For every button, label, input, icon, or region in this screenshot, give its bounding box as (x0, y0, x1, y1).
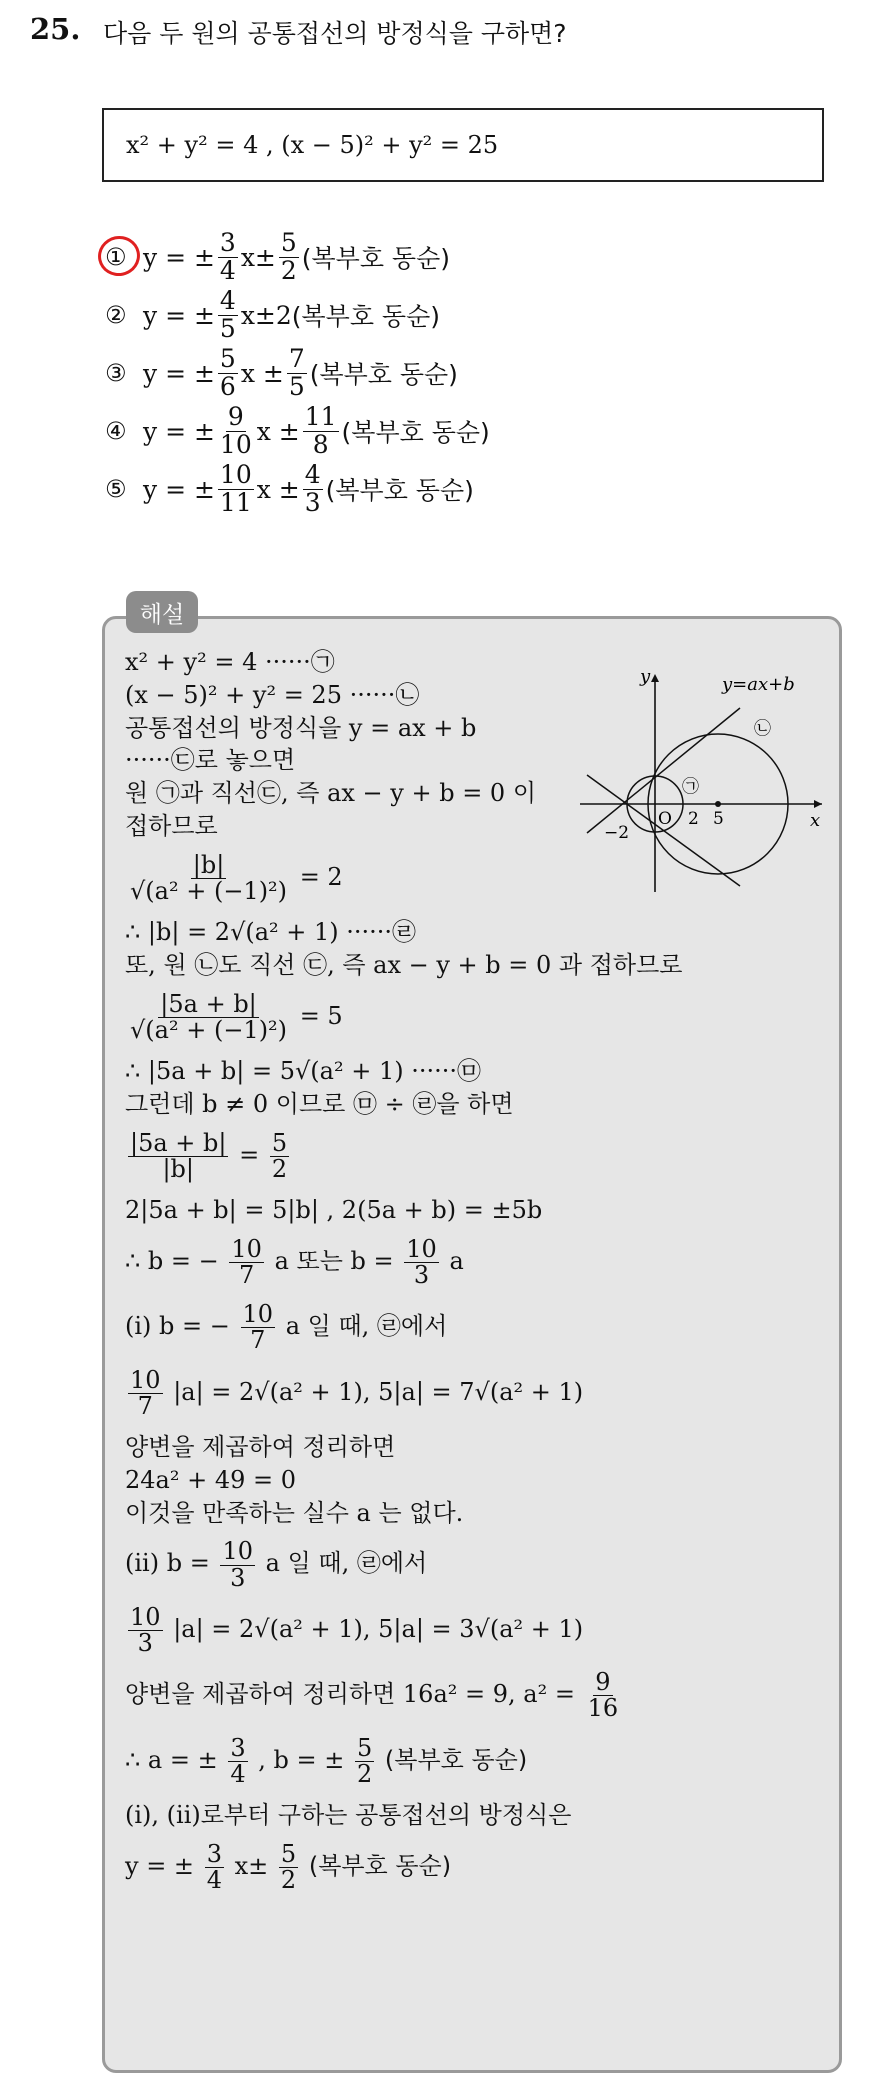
case-ii-header (125, 1539, 685, 1590)
text-part: a 일 때, ㉣에서 (285, 1312, 448, 1341)
text-part: |a| = 2√(a² + 1), 5|a| = 7√(a² + 1) (173, 1377, 584, 1406)
denominator: 6 (219, 371, 236, 401)
solution-line: ∴ |5a + b| = 5√(a² + 1) ······㉤ (125, 1057, 482, 1086)
tick-2-label: 2 (688, 809, 699, 829)
fraction (279, 230, 299, 284)
numerator: 5 (219, 344, 236, 374)
denominator: 2 (357, 1759, 373, 1788)
choice-tail: (복부호 동순) (291, 302, 440, 331)
solution-line: (x − 5)² + y² = 25 ······㉡ (125, 680, 420, 709)
denominator: 7 (239, 1261, 255, 1290)
fraction (218, 404, 254, 458)
x-axis-label: x (810, 810, 821, 831)
denominator: 4 (206, 1865, 222, 1894)
text-part: x± (234, 1851, 269, 1880)
denominator: 3 (230, 1563, 246, 1592)
choice-mid: x ± (256, 416, 300, 446)
y-axis-label: y (640, 666, 651, 687)
case-ii-equation (125, 1602, 685, 1657)
tick-5-label: 5 (713, 809, 724, 829)
fraction (303, 462, 323, 516)
center-point (715, 801, 721, 807)
choice-4[interactable] (105, 402, 490, 460)
text-part: ∴ a = ± (125, 1745, 218, 1774)
numerator: 4 (219, 286, 236, 316)
equation-rhs: = 5 (299, 1001, 343, 1030)
text-part: ∴ b = − (125, 1247, 219, 1276)
solution-line: (i), (ii)로부터 구하는 공통접선의 방정식은 (125, 1800, 572, 1829)
denominator: |b| (162, 1154, 195, 1183)
fraction (228, 1733, 247, 1788)
numerator: 10 (406, 1234, 437, 1263)
fraction (404, 1234, 439, 1290)
fraction (128, 989, 289, 1044)
numerator: |5a + b| (130, 1128, 227, 1157)
solution-line: 양변을 제곱하여 정리하면 (125, 1433, 396, 1462)
choice-mid: x±2 (240, 300, 292, 330)
numerator: |b| (192, 850, 225, 879)
numerator: 7 (288, 344, 305, 374)
numerator: |5a + b| (160, 989, 257, 1018)
choice-number: ① (105, 243, 127, 271)
numerator: 9 (595, 1668, 611, 1697)
numerator: 4 (304, 460, 321, 490)
denominator: 8 (312, 429, 329, 459)
x-axis-arrow (814, 800, 822, 808)
fraction (128, 1128, 228, 1183)
numerator: 10 (242, 1300, 274, 1329)
denominator: 16 (587, 1694, 619, 1723)
circle-1-label: ㉠ (682, 777, 699, 797)
case-i-equation (125, 1365, 685, 1420)
solution-line: 24a² + 49 = 0 (125, 1465, 297, 1494)
denominator: 4 (219, 255, 236, 285)
tangent-graph (572, 660, 828, 910)
solution-line: 이것을 만족하는 실수 a 는 없다. (125, 1498, 464, 1527)
fraction (229, 1234, 264, 1290)
given-equations: x² + y² = 4 , (x − 5)² + y² = 25 (126, 131, 499, 159)
fraction (220, 1539, 255, 1590)
solution-badge: 해설 (126, 591, 198, 633)
solution-line: 원 ㉠과 직선㉢, 즉 ax − y + b = 0 이 (125, 779, 537, 808)
choice-lead: y = ± (143, 358, 215, 388)
choice-1[interactable] (105, 228, 490, 286)
a-b-values (125, 1733, 685, 1788)
fraction (205, 1839, 224, 1894)
numerator: 3 (206, 1839, 222, 1868)
numerator: 10 (222, 1537, 253, 1566)
solution-line: 2|5a + b| = 5|b| , 2(5a + b) = ±5b (125, 1196, 543, 1225)
denominator: 2 (280, 1865, 297, 1894)
text-part: y = ± (125, 1851, 195, 1880)
solution-line: 접하므로 (125, 811, 218, 840)
fraction (218, 346, 238, 400)
line-label: y=ax+b (722, 674, 795, 695)
text-part: (ii) b = (125, 1549, 210, 1578)
y-axis-arrow (651, 674, 659, 682)
fraction (355, 1733, 374, 1788)
circle-2-label: ㉡ (754, 719, 771, 739)
denominator: 10 (219, 429, 252, 459)
denominator: 3 (413, 1261, 430, 1290)
solution-line: 그런데 b ≠ 0 이므로 ㉤ ÷ ㉣을 하면 (125, 1089, 514, 1118)
numerator: 10 (130, 1602, 161, 1631)
given-equation-box (102, 108, 824, 182)
choice-3[interactable] (105, 344, 490, 402)
solution-line: x² + y² = 4 ······㉠ (125, 648, 335, 676)
choice-number: ④ (105, 417, 127, 445)
fraction (241, 1302, 276, 1353)
choice-tail: (복부호 동순) (341, 418, 490, 447)
numerator: 10 (231, 1234, 262, 1263)
choice-tail: (복부호 동순) (301, 244, 450, 273)
denominator: 7 (250, 1326, 266, 1355)
choice-tail: (복부호 동순) (325, 476, 474, 505)
denominator: 3 (137, 1628, 153, 1657)
text-part: , b = ± (258, 1745, 345, 1774)
text-part: a 일 때, ㉣에서 (265, 1549, 428, 1578)
final-answer (125, 1839, 685, 1894)
choice-tail: (복부호 동순) (309, 360, 458, 389)
denominator: 4 (230, 1759, 246, 1788)
solution-line: 공통접선의 방정식을 y = ax + b (125, 713, 477, 742)
fraction (218, 288, 238, 342)
fraction (218, 230, 238, 284)
choice-lead: y = ± (143, 416, 215, 446)
answer-choices (105, 228, 490, 518)
numerator: 10 (130, 1365, 161, 1394)
ratio-equation (125, 1128, 685, 1183)
tick-neg2-label: −2 (604, 823, 630, 843)
numerator: 3 (219, 228, 236, 258)
denominator: 5 (288, 371, 305, 401)
denominator: √(a² + (−1)²) (130, 876, 288, 905)
denominator: √(a² + (−1)²) (130, 1015, 288, 1044)
numerator: 9 (227, 402, 244, 432)
fraction (218, 462, 254, 516)
fraction (586, 1670, 621, 1721)
choice-lead: y = ± (143, 474, 215, 504)
numerator: 3 (230, 1733, 246, 1762)
equation-rhs: = 2 (299, 862, 343, 891)
fraction (303, 404, 339, 458)
choice-number: ③ (105, 359, 127, 387)
text-part: (i) b = − (125, 1312, 230, 1341)
choice-mid: x ± (256, 474, 300, 504)
distance-formula-2 (125, 989, 685, 1044)
denominator: 5 (219, 313, 236, 343)
fraction (128, 1365, 163, 1420)
text-part: (복부호 동순) (384, 1745, 528, 1774)
solution-line: ······㉢로 놓으면 (125, 746, 296, 775)
numerator: 5 (271, 1128, 288, 1157)
denominator: 3 (304, 487, 321, 517)
numerator: 10 (219, 460, 252, 490)
question-number: 25. (30, 12, 81, 46)
choice-mid: x ± (240, 358, 284, 388)
fraction (270, 1128, 289, 1183)
text-part: (복부호 동순) (308, 1851, 452, 1880)
case-ii-result (125, 1670, 685, 1721)
fraction (287, 346, 307, 400)
question-text: 다음 두 원의 공통접선의 방정식을 구하면? (103, 19, 567, 48)
text-part: a (449, 1247, 464, 1276)
text-part: a 또는 b = (274, 1247, 394, 1276)
numerator: 11 (304, 402, 337, 432)
text-part: |a| = 2√(a² + 1), 5|a| = 3√(a² + 1) (173, 1614, 584, 1643)
numerator: 5 (357, 1733, 373, 1762)
origin-label: O (658, 809, 672, 829)
numerator: 5 (280, 1839, 297, 1868)
choice-2[interactable] (105, 286, 490, 344)
denominator: 11 (219, 487, 252, 517)
choice-lead: y = ± (143, 300, 215, 330)
choice-lead: y = ± (143, 242, 215, 272)
solution-line: ∴ |b| = 2√(a² + 1) ······㉣ (125, 918, 417, 947)
case-i-header (125, 1302, 685, 1353)
numerator: 5 (280, 228, 297, 258)
choice-number: ⑤ (105, 475, 127, 503)
fraction (128, 850, 289, 905)
equals-sign: = (239, 1140, 260, 1169)
denominator: 7 (137, 1391, 153, 1420)
denominator: 2 (280, 255, 297, 285)
denominator: 2 (271, 1154, 288, 1183)
fraction (128, 1602, 163, 1657)
text-part: 양변을 제곱하여 정리하면 16a² = 9, a² = (125, 1680, 575, 1709)
choice-number: ② (105, 301, 127, 329)
choice-mid: x± (240, 242, 276, 272)
fraction (279, 1839, 298, 1894)
b-cases (125, 1234, 685, 1290)
solution-line: 또, 원 ㉡도 직선 ㉢, 즉 ax − y + b = 0 과 접하므로 (125, 950, 683, 979)
choice-5[interactable] (105, 460, 490, 518)
selected-answer-mark (94, 232, 143, 280)
